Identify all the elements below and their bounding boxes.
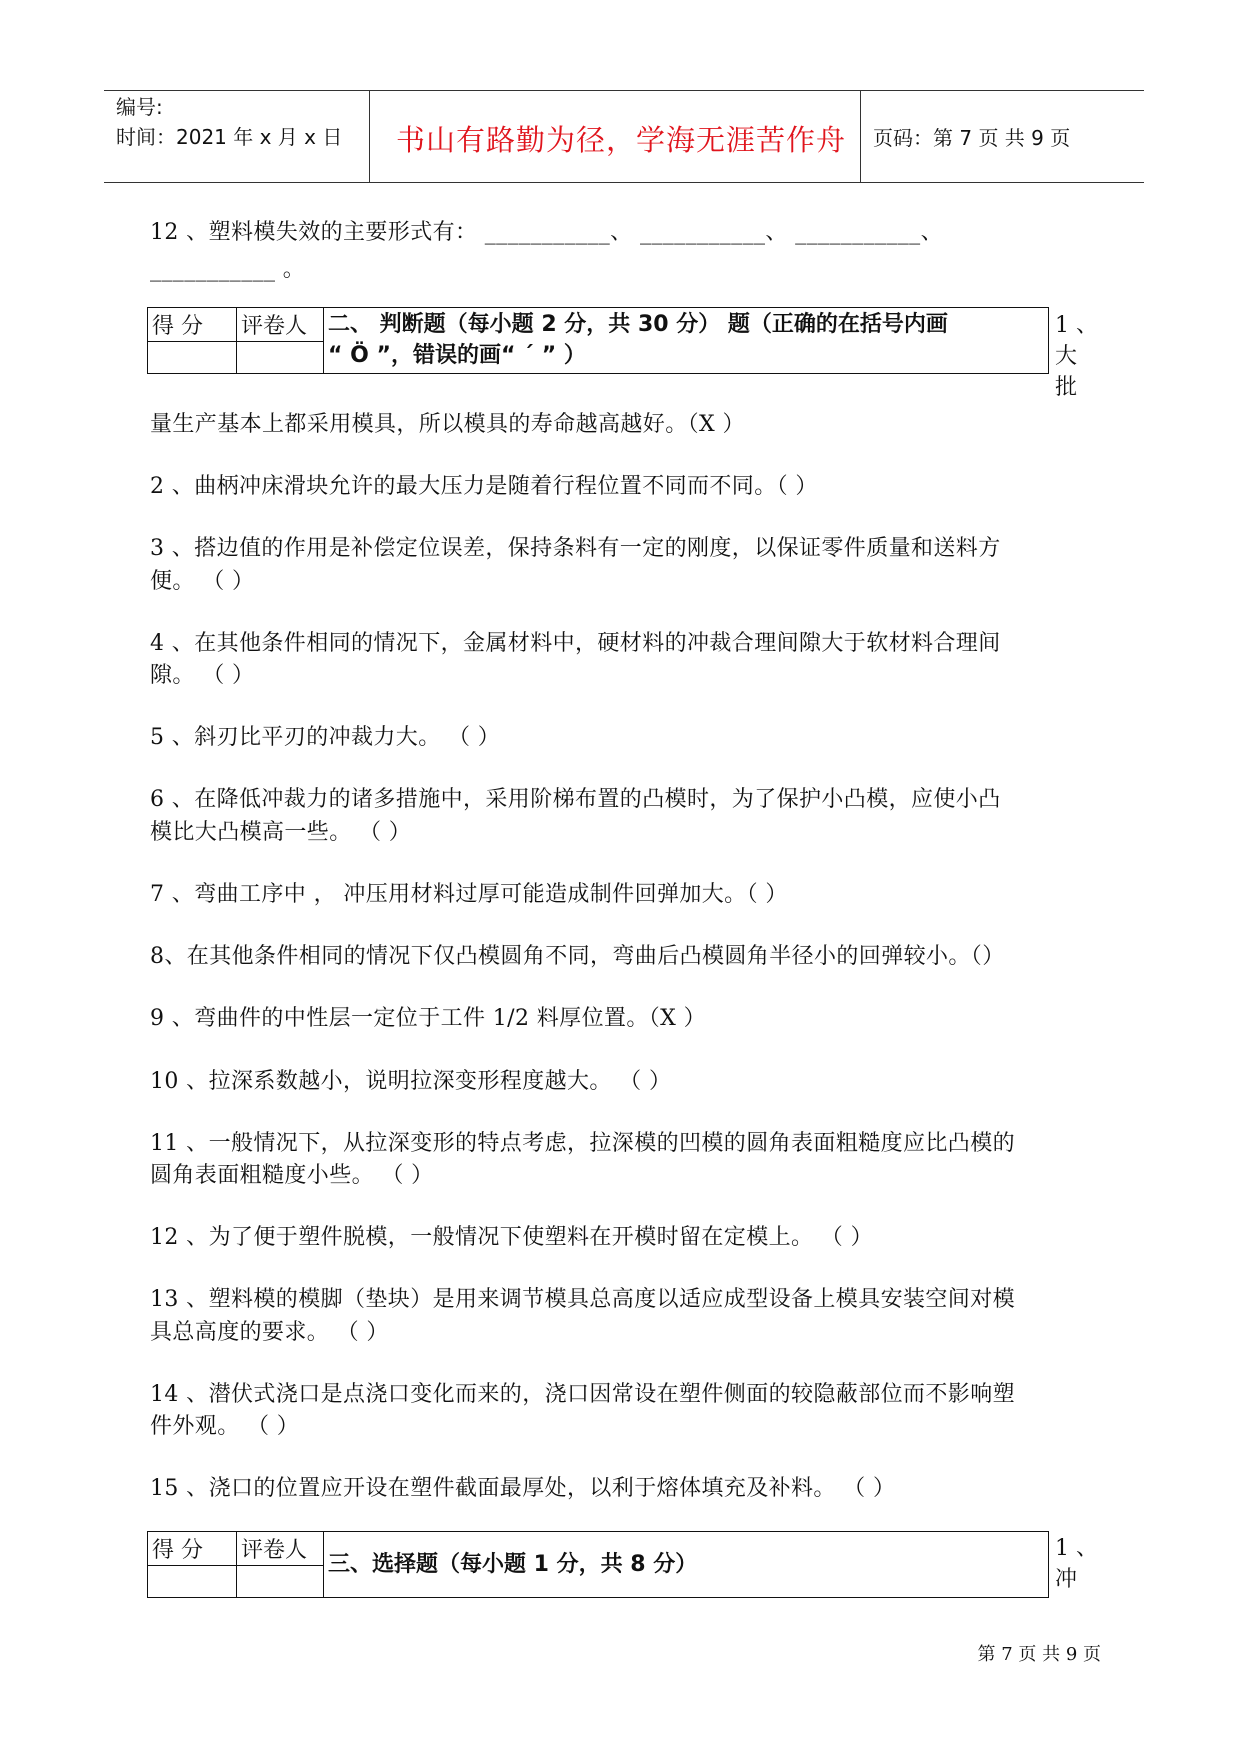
- page-code: 页码：第 7 页 共 9 页: [873, 126, 1071, 150]
- question-line: 圆角表面粗糙度小些。 （ ）: [150, 1163, 434, 1188]
- header-left: [116, 92, 342, 152]
- section-title-line: 二、 判断题（每小题 2 分，共 30 分） 题（正确的在括号内画: [328, 312, 948, 337]
- question-line: 14 、潜伏式浇口是点浇口变化而来的，浇口因常设在塑件侧面的较隐蔽部位而不影响塑: [150, 1382, 1015, 1407]
- question-line: 隙。 （ ）: [150, 663, 255, 688]
- score-cell: [148, 342, 237, 374]
- question-line: 10 、拉深系数越小，说明拉深变形程度越大。 （ ）: [150, 1069, 672, 1094]
- doc-time-label: 时间：2021 年 x 月 x 日: [116, 125, 343, 149]
- question-line: 具总高度的要求。 （ ）: [150, 1320, 389, 1345]
- score-label: 得 分: [148, 1532, 237, 1566]
- fill-question-line: 12 、塑料模失效的主要形式有： ___________、 ___________、 ___________、: [150, 220, 943, 245]
- header-top-rule: [104, 90, 1144, 91]
- page-footer: 第 7 页 共 9 页: [977, 1644, 1101, 1665]
- question-line: 5 、斜刃比平刃的冲裁力大。 （ ）: [150, 725, 501, 750]
- question-line: 13 、塑料模的模脚（垫块）是用来调节模具总高度以适应成型设备上模具安装空间对模: [150, 1287, 1015, 1312]
- section-two-header-table: [147, 307, 1049, 374]
- section-title-line: 三、选择题（每小题 1 分，共 8 分）: [328, 1552, 698, 1577]
- question-line: 3 、搭边值的作用是补偿定位误差，保持条料有一定的刚度，以保证零件质量和送料方: [150, 536, 1001, 561]
- section-title: [324, 1532, 1049, 1598]
- grader-label: 评卷人: [237, 1532, 324, 1566]
- section-title: [324, 308, 1049, 374]
- section-three-header-table: [147, 1531, 1049, 1598]
- score-label: 得 分: [148, 308, 237, 342]
- side-text: [1055, 310, 1098, 403]
- header-divider: [860, 90, 861, 182]
- question-line: 量生产基本上都采用模具，所以模具的寿命越高越好。（X ）: [150, 412, 745, 437]
- question-line: 7 、弯曲工序中 ， 冲压用材料过厚可能造成制件回弹加大。（ ）: [150, 882, 788, 907]
- side-text-line: 大: [1055, 344, 1078, 369]
- side-text-line: 1 、: [1055, 1536, 1098, 1561]
- side-text-line: 冲: [1055, 1567, 1078, 1592]
- question-line: 6 、在降低冲裁力的诸多措施中，采用阶梯布置的凸模时，为了保护小凸模，应使小凸: [150, 787, 1001, 812]
- question-line: 9 、弯曲件的中性层一定位于工件 1/2 料厚位置。（X ）: [150, 1006, 707, 1031]
- question-line: 15 、浇口的位置应开设在塑件截面最厚处，以利于熔体填充及补料。 （ ）: [150, 1476, 896, 1501]
- grader-cell: [237, 342, 324, 374]
- header-bottom-rule: [104, 182, 1144, 183]
- side-text: [1055, 1533, 1098, 1595]
- question-line: 件外观。 （ ）: [150, 1414, 300, 1439]
- question-line: 8、在其他条件相同的情况下仅凸模圆角不同，弯曲后凸模圆角半径小的回弹较小。（）: [150, 944, 1005, 969]
- question-line: 11 、一般情况下，从拉深变形的特点考虑，拉深模的凹模的圆角表面粗糙度应比凸模的: [150, 1131, 1015, 1156]
- question-line: 2 、曲柄冲床滑块允许的最大压力是随着行程位置不同而不同。（ ）: [150, 474, 818, 499]
- question-line: 12 、为了便于塑件脱模，一般情况下使塑料在开模时留在定模上。 （ ）: [150, 1225, 873, 1250]
- header-divider: [369, 90, 370, 182]
- grader-cell: [237, 1566, 324, 1598]
- question-line: 便。 （ ）: [150, 569, 255, 594]
- question-line: 模比大凸模高一些。 （ ）: [150, 820, 412, 845]
- section-title-line: “ Ö ”，错误的画“ ´ ” ）: [328, 343, 586, 368]
- grader-label: 评卷人: [237, 308, 324, 342]
- side-text-line: 1 、: [1055, 313, 1098, 338]
- side-text-line: 批: [1055, 375, 1078, 400]
- fill-question-line: ___________ 。: [150, 257, 306, 282]
- header-motto: 书山有路勤为径，学海无涯苦作舟: [396, 123, 847, 157]
- score-cell: [148, 1566, 237, 1598]
- question-line: 4 、在其他条件相同的情况下，金属材料中，硬材料的冲裁合理间隙大于软材料合理间: [150, 631, 1001, 656]
- doc-number-label: 编号:: [116, 95, 163, 119]
